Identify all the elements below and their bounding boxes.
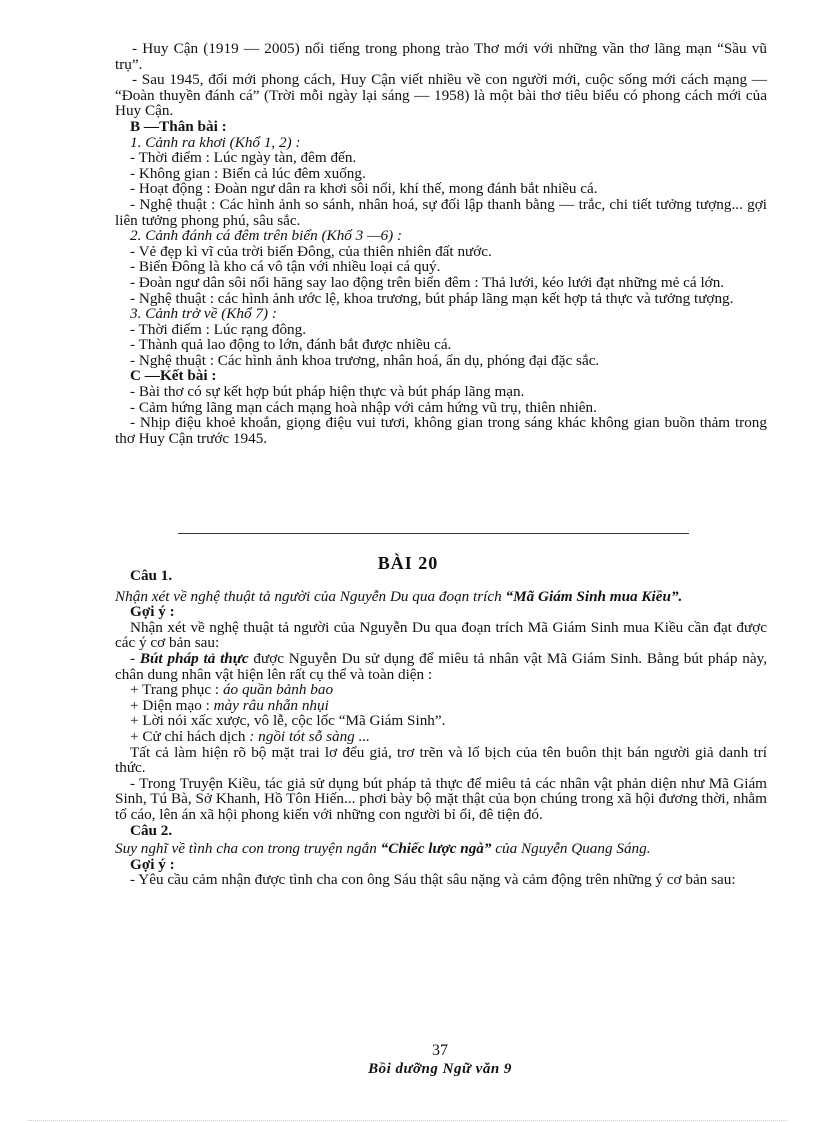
quote: : ngồi tót sỗ sàng ... (249, 727, 370, 745)
quote: mày râu nhẵn nhụi (213, 696, 329, 714)
bullet-line: - Hoạt động : Đoàn ngư dân ra khơi sôi nổi, khí thế, mong đánh bắt nhiều cá. (130, 180, 598, 198)
bullet-line: - Thành quả lao động to lớn, đánh bắt được nhiều cá. (130, 336, 452, 354)
bullet-line (115, 729, 767, 745)
bullet-line (115, 698, 767, 714)
prompt-text: của Nguyễn Quang Sáng. (491, 840, 651, 858)
bullet-line: - Không gian : Biển cả lúc đêm xuống. (130, 164, 366, 182)
question-label: Câu 2. (130, 821, 173, 839)
subsection-heading: 3. Cảnh trở về (Khổ 7) : (130, 305, 277, 323)
paragraph: - Yêu cầu cảm nhận được tình cha con ông Sáu thật sâu nặng và cảm động trên những ý cơ bản sau: (130, 871, 736, 889)
text: được Nguyễn Du sử dụng để miêu tả nhân vật Mã Giám Sinh. Bằng bút pháp này, chân dung nhân vật hiện lên rất cụ thể và toàn diện : (115, 649, 767, 683)
page-edge (28, 1120, 788, 1121)
paragraph (115, 651, 767, 682)
page-number: 37 (432, 1042, 448, 1059)
bullet-line: - Biển Đông là kho cá vô tận với nhiều loại cá quý. (130, 258, 441, 276)
paragraph: - Huy Cận (1919 — 2005) nổi tiếng trong phong trào Thơ mới với những vần thơ lãng mạn “Sầu vũ trụ”. (115, 40, 767, 73)
dash: - (130, 649, 140, 667)
bullet-line: - Nghệ thuật : các hình ảnh ước lệ, khoa trương, bút pháp lãng mạn kết hợp tả thực và tưởng tượng. (130, 289, 734, 307)
section-divider (178, 533, 689, 534)
hint-label: Gợi ý : (130, 603, 175, 621)
hint-label: Gợi ý : (130, 855, 175, 873)
paragraph: Nhận xét về nghệ thuật tả người của Nguyễn Du qua đoạn trích Mã Giám Sinh mua Kiều cần đạt được các ý cơ bản sau: (115, 618, 767, 652)
bullet-line: - Nghệ thuật : Các hình ảnh khoa trương, nhân hoá, ẩn dụ, phóng đại đặc sắc. (130, 351, 600, 369)
bullet-line: - Nghệ thuật : Các hình ảnh so sánh, nhân hoá, sự đối lập thanh bằng — trắc, chi tiết tưởng tượng... gợi liên tưởng phong phú, sâu sắc. (115, 195, 767, 229)
bullet-line: - Nhịp điệu khoẻ khoắn, giọng điệu vui tươi, không gian trong sáng khác không gian buồn thảm trong thơ Huy Cận trước 1945. (115, 414, 767, 447)
bullet-line: - Vẻ đẹp kì vĩ của trời biển Đông, của thiên nhiên đất nước. (130, 242, 492, 260)
text: + Cử chỉ hách dịch (130, 727, 250, 745)
subsection-heading: 2. Cảnh đánh cá đêm trên biển (Khổ 3 —6) : (130, 227, 403, 245)
section-heading: C —Kết bài : (130, 367, 217, 385)
text: + Trang phục : (130, 681, 223, 699)
bullet-line: - Bài thơ có sự kết hợp bút pháp hiện thực và bút pháp lãng mạn. (130, 383, 525, 401)
emphasis: Bút pháp tả thực (139, 649, 249, 667)
question-prompt (115, 589, 767, 605)
subsection-heading: 1. Cảnh ra khơi (Khổ 1, 2) : (130, 133, 301, 151)
question-prompt (115, 841, 767, 857)
question-label: Câu 1. (130, 567, 173, 584)
prompt-title: “Chiếc lược ngà” (380, 840, 492, 858)
paragraph: Tất cả làm hiện rõ bộ mặt trai lơ đểu giả, trơ trẽn và lố bịch của tên buôn thịt bán người giả danh trí thức. (115, 743, 767, 777)
prompt-title: “Mã Giám Sinh mua Kiều”. (505, 587, 683, 605)
paragraph: - Sau 1945, đổi mới phong cách, Huy Cận viết nhiều về con người mới, cuộc sống mới cách mạng — “Đoàn thuyền đánh cá” (Trời mỗi ngày lại sáng — 1958) là một bài thơ tiêu biểu có phong cách mới của Huy Cận. (115, 71, 767, 120)
bullet-line: - Thời điểm : Lúc rạng đông. (130, 320, 307, 338)
prompt-text: Nhận xét về nghệ thuật tả người của Nguyễn Du qua đoạn trích (115, 587, 506, 605)
book-title-footer: Bồi dưỡng Ngữ văn 9 (368, 1061, 512, 1077)
bullet-line: - Cảm hứng lãng mạn cách mạng hoà nhập với cảm hứng vũ trụ, thiên nhiên. (130, 398, 597, 416)
bullet-line: - Thời điểm : Lúc ngày tàn, đêm đến. (130, 149, 357, 167)
paragraph: - Trong Truyện Kiều, tác giả sử dụng bút pháp tả thực để miêu tả các nhân vật phản diện như Mã Giám Sinh, Tú Bà, Sở Khanh, Hồ Tôn Hiến... phơi bày bộ mặt thật của bọn chúng trong xã hội đương thời, nhằm tố cáo, lên án xã hội phong kiến với những con người bỉ ổi, đê tiện đó. (115, 774, 767, 823)
lesson-body (115, 568, 767, 888)
quote: áo quần bảnh bao (222, 681, 334, 699)
section-heading: B —Thân bài : (130, 117, 227, 135)
essay-outline (115, 41, 767, 446)
bullet-line: - Đoàn ngư dân sôi nổi hăng say lao động trên biển đêm : Thả lưới, kéo lưới đạt những mẻ cá lớn. (130, 273, 725, 291)
lesson-title: BÀI 20 (377, 553, 439, 573)
bullet-line (115, 682, 767, 698)
bullet-line: + Lời nói xấc xược, vô lễ, cộc lốc “Mã Giám Sinh”. (130, 712, 446, 730)
text: + Diện mạo : (130, 696, 214, 714)
prompt-text: Suy nghĩ về tình cha con trong truyện ngắn (115, 840, 381, 858)
